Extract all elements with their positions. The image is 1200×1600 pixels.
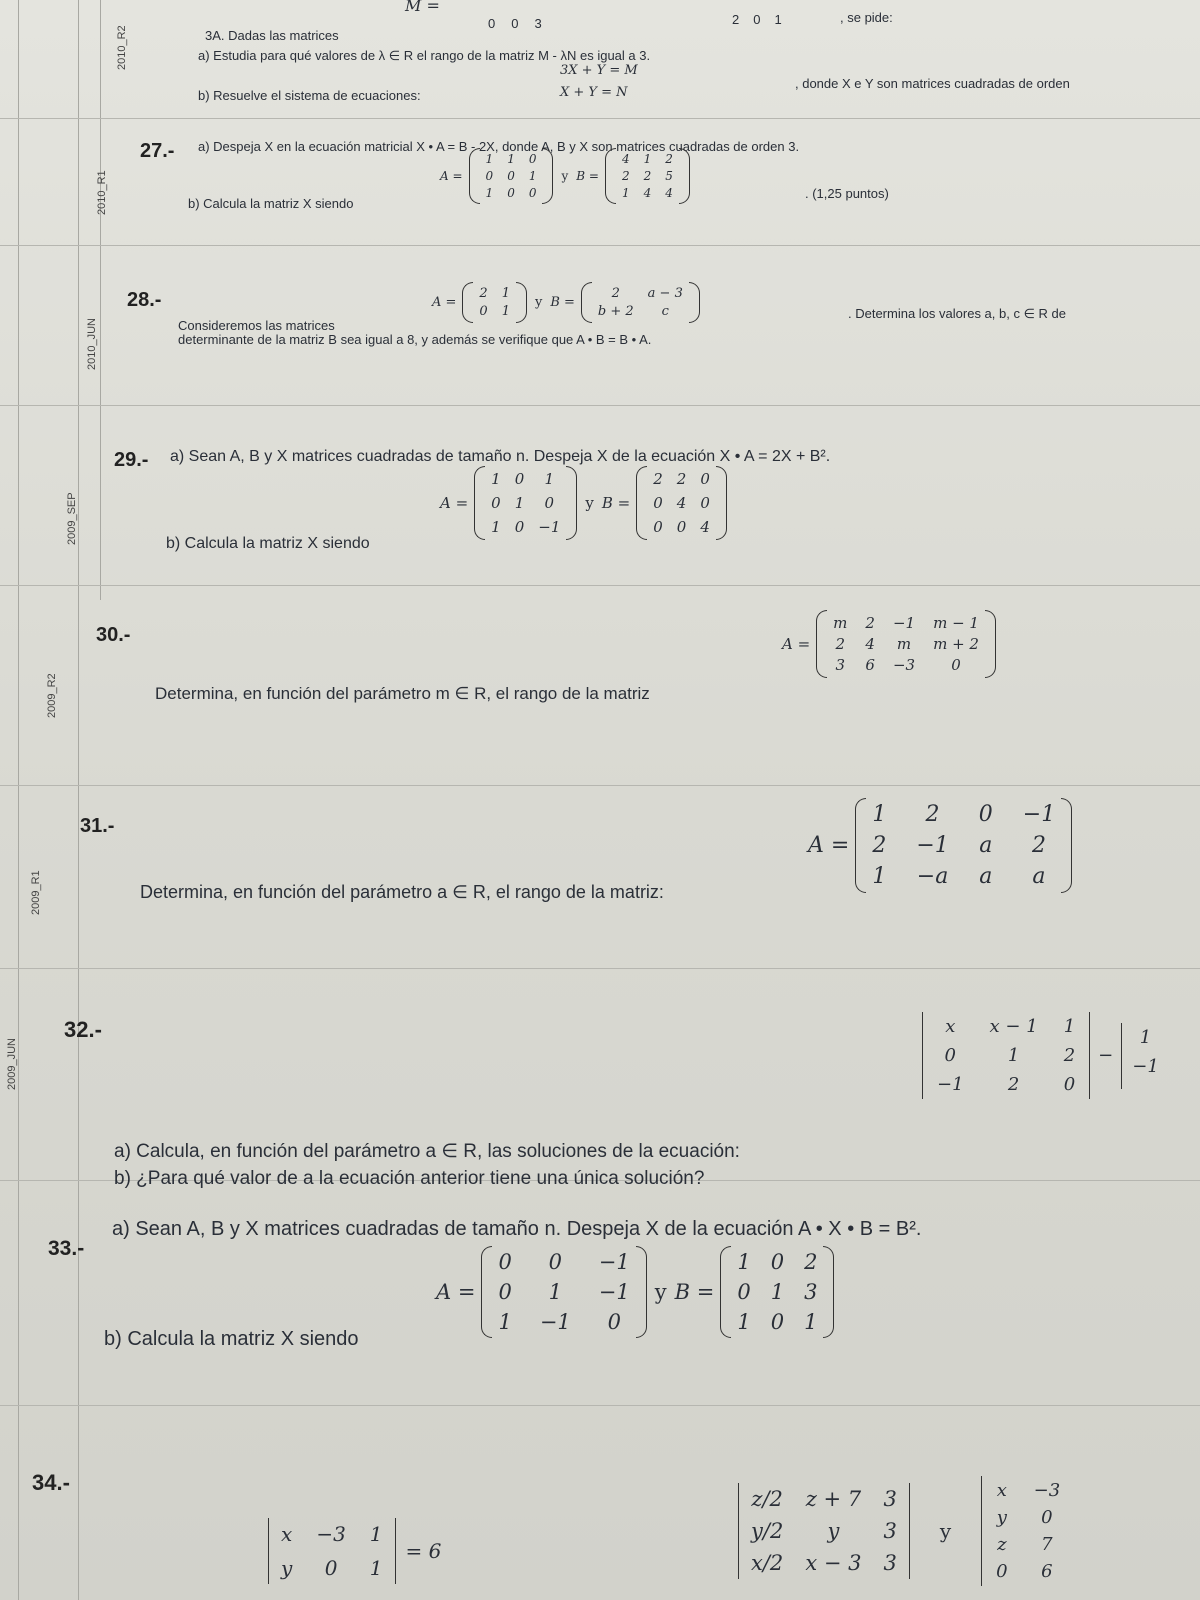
matrix-cell: 1 [501, 286, 510, 301]
margin-line [100, 0, 101, 600]
matrix-cell: 5 [665, 169, 673, 183]
matrix-cell: 3 [835, 656, 846, 674]
matrix-cell: 0 [737, 1280, 751, 1304]
matrix-cell: 0 [507, 169, 515, 183]
matrix-cell: x [281, 1522, 293, 1546]
matrix-A [432, 282, 700, 323]
matrix-grid [592, 282, 689, 323]
matrix-cell: 0 [485, 169, 494, 183]
q26-intro: 3A. Dadas las matrices [205, 28, 339, 43]
exam-code: 2010_R2 [116, 25, 128, 70]
matrix-cell: 0 [653, 518, 663, 536]
matrix-cell: 0 [700, 494, 710, 512]
matrix-cell: x [996, 1480, 1007, 1501]
matrix-cell: 1 [1139, 1026, 1152, 1048]
q27-part-b: b) Calcula la matriz X siendo [188, 196, 354, 211]
cell: 0 [753, 12, 775, 27]
matrix-grid [480, 148, 543, 204]
matrix-cell: 1 [501, 304, 510, 319]
section-divider [0, 405, 1200, 406]
matrix-cell: 0 [951, 656, 961, 674]
matrix-label: A = [440, 169, 463, 183]
equation-line: 3X + Y = M [560, 63, 638, 78]
matrix-cell: 2 [804, 1250, 818, 1274]
matrix-cell: 2 [835, 635, 846, 653]
header-fragment: M = [405, 0, 440, 15]
matrix-cell: 1 [737, 1250, 751, 1274]
matrix-A [808, 798, 1072, 893]
exam-code: 2009_R2 [46, 673, 58, 718]
matrix-cell: 1 [1063, 1016, 1076, 1037]
section-divider [0, 245, 1200, 246]
matrix-cell: m − 1 [933, 614, 979, 632]
se-pide: , se pide: [840, 10, 893, 25]
equation-system [560, 60, 638, 104]
matrix-cell: 4 [676, 494, 687, 512]
matrix-cell: 2 [621, 169, 630, 183]
matrix-cell: 0 [498, 1250, 512, 1274]
matrix-cell: 3 [804, 1280, 818, 1304]
matrix-cell: a [1032, 864, 1046, 889]
matrix-cell: x − 3 [805, 1551, 862, 1575]
question-number: 30.- [96, 624, 131, 646]
matrix-cell: 1 [369, 1522, 383, 1546]
matrix-cell: 3 [883, 1551, 897, 1575]
matrix-cell: y/2 [751, 1519, 784, 1543]
matrix-cell: 1 [770, 1280, 785, 1304]
matrix-cell: 1 [872, 864, 887, 889]
matrix-label: A = [440, 494, 469, 512]
matrix-cell: −1 [1132, 1055, 1159, 1077]
question-number: 32.- [64, 1017, 102, 1042]
matrix-grid [827, 610, 985, 678]
matrix-cell: 6 [865, 656, 875, 674]
matrix-cell: −1 [916, 833, 949, 858]
matrix-cell: 0 [607, 1310, 621, 1334]
matrix-A [440, 466, 727, 540]
matrix-cell: 1 [804, 1310, 818, 1334]
q29-part-a: a) Sean A, B y X matrices cuadradas de tamaño n. Despeja X de la ecuación X • A = 2X + B². [170, 448, 831, 465]
q30-text: Determina, en función del parámetro m ∈ R, el rango de la matriz [155, 684, 650, 703]
margin-line [18, 0, 19, 1600]
matrix-grid [982, 1476, 1074, 1586]
matrix-cell: 3 [883, 1487, 897, 1511]
matrix-cell: 1 [498, 1310, 512, 1334]
matrix-A [436, 1246, 834, 1338]
matrix-grid [492, 1246, 635, 1338]
matrix-cell: 0 [514, 470, 525, 488]
matrix-cell: 0 [770, 1250, 785, 1274]
matrix-grid [923, 1012, 1089, 1099]
q32-part-b: b) ¿Para qué valor de a la ecuación anterior tiene una única solución? [114, 1168, 705, 1189]
matrix-cell: 1 [1007, 1045, 1020, 1066]
matrix-cell: 1 [528, 169, 537, 183]
exam-code: 2010_JUN [86, 318, 98, 370]
matrix-grid [616, 148, 679, 204]
matrix-cell: m [896, 635, 912, 653]
matrix-cell: a [979, 833, 993, 858]
header-matrix-row [488, 16, 558, 31]
matrix-grid [485, 466, 566, 540]
matrix-label: A = [808, 833, 850, 858]
section-divider [0, 968, 1200, 969]
matrix-cell: y [996, 1507, 1007, 1528]
matrix-cell: 0 [528, 186, 537, 200]
matrix-cell: 0 [548, 1250, 562, 1274]
matrix-cell: −1 [539, 1310, 571, 1334]
q33-part-b: b) Calcula la matriz X siendo [104, 1328, 359, 1350]
q27-part-a: a) Despeja X en la ecuación matricial X • A = B - 2X, donde A, B y X son matrices cuadradas de orden 3. [198, 139, 800, 154]
matrix-cell: 6 [1041, 1561, 1053, 1582]
matrix-label: B = [601, 494, 631, 512]
matrix-grid [866, 798, 1061, 893]
matrix-cell: 1 [643, 152, 652, 166]
matrix-cell: 1 [737, 1310, 751, 1334]
matrix-cell: 2 [611, 286, 620, 301]
matrix-cell: −3 [892, 656, 916, 674]
matrix-cell: m [833, 614, 848, 632]
q33-part-a: a) Sean A, B y X matrices cuadradas de tamaño n. Despeja X de la ecuación A • X • B = B². [112, 1218, 922, 1240]
minus-sign: − [1098, 1045, 1114, 1066]
matrix-cell: 2 [872, 833, 887, 858]
question-number: 31.- [80, 815, 115, 837]
matrix-cell: 0 [770, 1310, 785, 1334]
matrix-cell: −1 [937, 1074, 964, 1095]
question-number: 27.- [140, 140, 175, 162]
matrix-cell: −a [916, 864, 949, 889]
matrix-cell: −1 [892, 614, 916, 632]
matrix-cell: 1 [872, 802, 887, 827]
matrix-cell: 1 [369, 1556, 383, 1580]
matrix-cell: 1 [491, 470, 501, 488]
matrix-cell: b + 2 [597, 304, 634, 319]
header-matrix-row [732, 12, 796, 27]
q26-part-b: b) Resuelve el sistema de ecuaciones: [198, 88, 421, 103]
matrix-cell: 2 [653, 470, 663, 488]
matrix-cell: z + 7 [805, 1487, 862, 1511]
conjunction: y [939, 1519, 952, 1543]
matrix-label: B = [674, 1280, 715, 1304]
matrix-cell: 2 [925, 802, 940, 827]
matrix-cell: a [979, 864, 993, 889]
equation-line: X + Y = N [560, 85, 628, 100]
cell: 0 [488, 16, 512, 31]
matrix-cell: 1 [544, 470, 555, 488]
question-number: 33.- [48, 1237, 85, 1260]
matrix-grid [647, 466, 716, 540]
matrix-cell: 3 [883, 1519, 897, 1543]
matrix-cell: 7 [1041, 1534, 1053, 1555]
matrix-cell: 0 [1063, 1074, 1076, 1095]
matrix-label: A = [436, 1280, 476, 1304]
matrix-cell: −3 [316, 1522, 346, 1546]
exam-code: 2009_SEP [66, 492, 78, 545]
q31-text: Determina, en función del parámetro a ∈ R, el rango de la matriz: [140, 882, 664, 902]
matrix-grid [739, 1483, 909, 1579]
q28-text: determinante de la matriz B sea igual a 8, y además se verifique que A • B = B • A. [178, 332, 652, 347]
matrix-cell: −1 [598, 1250, 630, 1274]
matrix-cell: 4 [865, 635, 875, 653]
matrix-cell: 0 [498, 1280, 512, 1304]
matrix-cell: 2 [665, 152, 673, 166]
matrix-cell: m + 2 [933, 635, 979, 653]
matrix-cell: 4 [665, 186, 673, 200]
conjunction: y [534, 295, 543, 310]
matrix-cell: 2 [865, 614, 875, 632]
margin-line [78, 0, 79, 1600]
matrix-A [782, 610, 996, 678]
matrix-label: B = [576, 169, 599, 183]
matrix-cell: −3 [1033, 1480, 1061, 1501]
matrix-cell: 0 [507, 186, 515, 200]
cell: 0 [511, 16, 535, 31]
q28-intro: Consideremos las matrices [178, 318, 335, 333]
matrix-cell: 1 [548, 1280, 562, 1304]
matrix-cell: 1 [485, 152, 494, 166]
matrix-cell: 1 [514, 494, 525, 512]
matrix-cell: 1 [621, 186, 630, 200]
matrix-grid [1122, 1023, 1169, 1089]
matrix-cell: 2 [1063, 1045, 1076, 1066]
matrix-cell: 1 [491, 518, 501, 536]
question-number: 28.- [127, 289, 162, 311]
points-note: . (1,25 puntos) [805, 186, 889, 201]
matrix-cell: 2 [643, 169, 652, 183]
matrix-cell: y [281, 1556, 293, 1580]
matrix-cell: 1 [485, 186, 494, 200]
cell: 3 [534, 16, 558, 31]
section-divider [0, 1405, 1200, 1406]
matrix-cell: 1 [507, 152, 515, 166]
matrix-cell: 2 [676, 470, 687, 488]
matrix-cell: 0 [491, 494, 501, 512]
section-divider [0, 585, 1200, 586]
matrix-cell: z/2 [751, 1487, 783, 1511]
matrix-cell: 0 [514, 518, 525, 536]
matrix-cell: 0 [996, 1561, 1008, 1582]
matrix-A [440, 148, 690, 204]
q29-part-b: b) Calcula la matriz X siendo [166, 535, 370, 552]
matrix-cell: 0 [978, 802, 993, 827]
conjunction: y [561, 169, 569, 183]
matrix-grid [269, 1518, 395, 1584]
matrix-cell: −1 [598, 1280, 630, 1304]
matrix-cell: x − 1 [989, 1016, 1038, 1037]
matrix-cell: c [661, 304, 669, 319]
matrix-cell: 0 [1041, 1507, 1053, 1528]
matrix-cell: 2 [1007, 1074, 1020, 1095]
determinant-2 [738, 1476, 1074, 1586]
matrix-grid [731, 1246, 823, 1338]
exam-code: 2009_JUN [6, 1038, 18, 1090]
determinant-1 [268, 1518, 441, 1584]
q28-text: . Determina los valores a, b, c ∈ R de [848, 306, 1066, 321]
q32-part-a: a) Calcula, en función del parámetro a ∈ R, las soluciones de la ecuación: [114, 1141, 740, 1162]
exam-code: 2009_R1 [30, 870, 42, 915]
q26-b-tail: , donde X e Y son matrices cuadradas de orden [795, 76, 1070, 91]
matrix-cell: −1 [538, 518, 561, 536]
matrix-cell: 0 [700, 470, 710, 488]
matrix-cell: z [997, 1534, 1007, 1555]
section-divider [0, 785, 1200, 786]
q26-part-a: a) Estudia para qué valores de λ ∈ R el rango de la matriz M - λN es igual a 3. [198, 48, 651, 63]
matrix-cell: 0 [944, 1045, 956, 1066]
matrix-cell: 0 [676, 518, 687, 536]
section-divider [0, 118, 1200, 119]
conjunction: y [585, 494, 594, 512]
conjunction: y [654, 1280, 667, 1304]
matrix-label: B = [550, 295, 575, 310]
matrix-grid [473, 282, 516, 323]
determinant [922, 1012, 1169, 1099]
matrix-cell: 0 [544, 494, 555, 512]
matrix-cell: 0 [479, 304, 488, 319]
matrix-cell: 0 [324, 1556, 338, 1580]
question-number: 34.- [32, 1470, 70, 1495]
matrix-cell: 4 [621, 152, 630, 166]
matrix-cell: 0 [528, 152, 537, 166]
matrix-cell: y [827, 1519, 840, 1543]
exam-code: 2010_R1 [96, 170, 108, 215]
matrix-cell: x [945, 1016, 956, 1037]
matrix-label: A = [782, 635, 811, 653]
cell: 2 [732, 12, 754, 27]
matrix-cell: 2 [1031, 833, 1046, 858]
matrix-cell: 2 [479, 286, 488, 301]
matrix-cell: 4 [700, 518, 710, 536]
equals-six: = 6 [405, 1539, 442, 1563]
cell: 1 [774, 12, 796, 27]
matrix-cell: x/2 [751, 1551, 784, 1575]
matrix-label: A = [432, 295, 457, 310]
matrix-cell: −1 [1022, 802, 1056, 827]
matrix-cell: a − 3 [647, 286, 683, 301]
question-number: 29.- [114, 449, 149, 471]
matrix-cell: 0 [653, 494, 663, 512]
matrix-cell: 4 [643, 186, 652, 200]
